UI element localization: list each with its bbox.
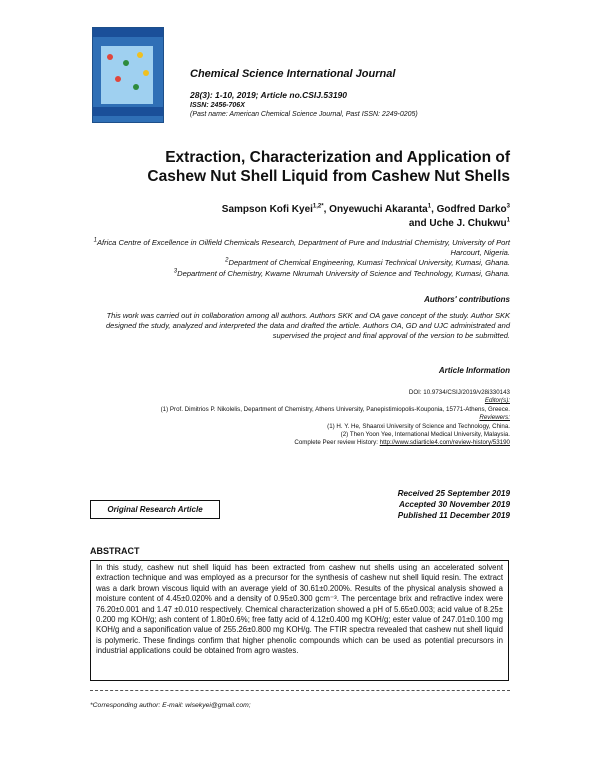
article-info-heading: Article Information — [438, 366, 510, 375]
doi[interactable]: DOI: 10.9734/CSIJ/2019/v28i330143 — [408, 389, 510, 396]
journal-issn: ISSN: 2456-706X — [190, 102, 245, 109]
affiliation-text: Department of Chemistry, Kwame Nkrumah University of Science and Technology, Kumasi, Ghana. — [177, 268, 510, 278]
affiliation-item — [90, 258, 510, 268]
affiliation-text: Department of Chemical Engineering, Kumasi Technical University, Kumasi, Ghana. — [228, 258, 510, 268]
abstract-heading: ABSTRACT — [90, 546, 140, 556]
reviewers-label: Reviewers: — [479, 414, 510, 422]
cover-molecule-dot — [107, 54, 113, 60]
affiliation-number: 3 — [173, 268, 178, 275]
cover-molecule-dot — [115, 76, 121, 82]
author-affil-sup: 1 — [506, 217, 510, 224]
journal-cover-image — [92, 27, 164, 123]
article-dates — [270, 488, 510, 521]
date-published: Published 11 December 2019 — [397, 511, 510, 520]
cover-molecule-dot — [143, 70, 149, 76]
author-name: Uche J. Chukwu — [429, 218, 507, 229]
cover-molecule-dot — [123, 60, 129, 66]
author-affil-sup: 1 — [427, 203, 432, 210]
reviewer-entry: (2) Then Yoon Yee, International Medical University, Malaysia. — [340, 431, 510, 439]
cover-bottom-band — [93, 107, 163, 116]
peer-review-history — [90, 439, 510, 447]
date-received: Received 25 September 2019 — [397, 489, 510, 498]
author-name: Onyewuchi Akaranta — [329, 204, 428, 215]
history-label: Complete Peer review History: — [294, 439, 378, 447]
contributions-text: This work was carried out in collaboration among all authors. Authors SKK and OA gave concept of the study. Author SKK designed the study, analyzed and interpreted the data and drafted the article. Authors OA, GD and UJC administrated and supervised the project and final approval of the version to be submitted. — [106, 311, 510, 341]
journal-volume: 28(3): 1-10, 2019; Article no.CSIJ.53190 — [190, 90, 348, 100]
corresponding-author-footnote: *Corresponding author: E-mail: wisekyei@gmail.com; — [90, 702, 251, 709]
abstract-box: In this study, cashew nut shell liquid has been extracted from cashew nut shells using an accelerated solvent extraction technique and was employed as a precursor for the synthesis of cashew nut shell liquid resin. The extract was a dark brown viscous liquid with an average yield of 30.61±0.200%. Results of the physical analysis showed a moisture content of 4.45±0.020% and a density of 0.95±0.300 gcm⁻³. The percentage brix and refractive index were 76.20±0.001 and 1.47 ±0.010 respectively. Chemical characterization showed a pH of 5.65±0.003; acid value of 8.25± 0.200 mg KOH/g; ash content of 1.80±0.6%; free fatty acid of 4.12±0.400 mg KOH/g; ester value of 247.01±0.100 mg KOH/g and a saponification value of 255.26±0.800 mg KOH/g. The FTIR spectra revealed that cashew nut shell liquid is polymeric. These findings confirm that higher phenolic compounds which can be used as potential precursors in industrial applications could be obtained from agro wastes. — [90, 560, 509, 681]
article-type-box: Original Research Article — [90, 500, 220, 519]
affiliation-number: 2 — [225, 257, 229, 264]
affiliation-item — [90, 269, 510, 279]
author-and: and — [408, 218, 427, 229]
author-affil-sup: 1,2* — [312, 203, 324, 210]
editor-entry: (1) Prof. Dimitrios P. Nikolelis, Department of Chemistry, Athens University, Panepistimiopolis-Kouponia, 15771-Athens, Greece. — [160, 405, 510, 413]
author-list: Sampson Kofi Kyei$^{1,2*}$, Onyewuchi Akaranta$^1$, Godfred Darko$^3$ and Uche J. Chukwu$^1$ — [221, 203, 510, 229]
affiliations — [90, 238, 510, 279]
article-title — [90, 148, 510, 186]
cover-molecule-dot — [133, 84, 139, 90]
author-name: Godfred Darko — [436, 204, 507, 215]
article-information — [90, 389, 510, 448]
history-link[interactable]: http://www.sdiarticle4.com/review-history/53190 — [379, 439, 510, 447]
cover-molecule-dot — [137, 52, 143, 58]
date-accepted: Accepted 30 November 2019 — [398, 500, 510, 509]
reviewer-entry: (1) H. Y. He, Shaanxi University of Science and Technology, China. — [327, 422, 510, 430]
affiliation-number: 1 — [93, 237, 97, 244]
author-affil-sup: 3 — [506, 203, 510, 210]
contributions-heading: Authors' contributions — [424, 295, 510, 304]
title-line: Extraction, Characterization and Application of — [165, 149, 510, 166]
journal-past-name: (Past name: American Chemical Science Journal, Past ISSN: 2249-0205) — [190, 111, 418, 118]
title-line: Cashew Nut Shell Liquid from Cashew Nut Shells — [147, 168, 510, 185]
editors-label: Editor(s): — [484, 397, 510, 405]
cover-top-band — [93, 28, 163, 37]
affiliation-text: Africa Centre of Excellence in Oilfield Chemicals Research, Department of Pure and Industrial Chemistry, University of Port Harcourt, Nigeria. — [96, 238, 510, 258]
affiliation-item — [90, 238, 510, 258]
cover-graphic-panel — [101, 46, 153, 104]
footnote-divider — [90, 690, 510, 691]
journal-name: Chemical Science International Journal — [190, 68, 396, 80]
author-name: Sampson Kofi Kyei — [221, 204, 313, 215]
